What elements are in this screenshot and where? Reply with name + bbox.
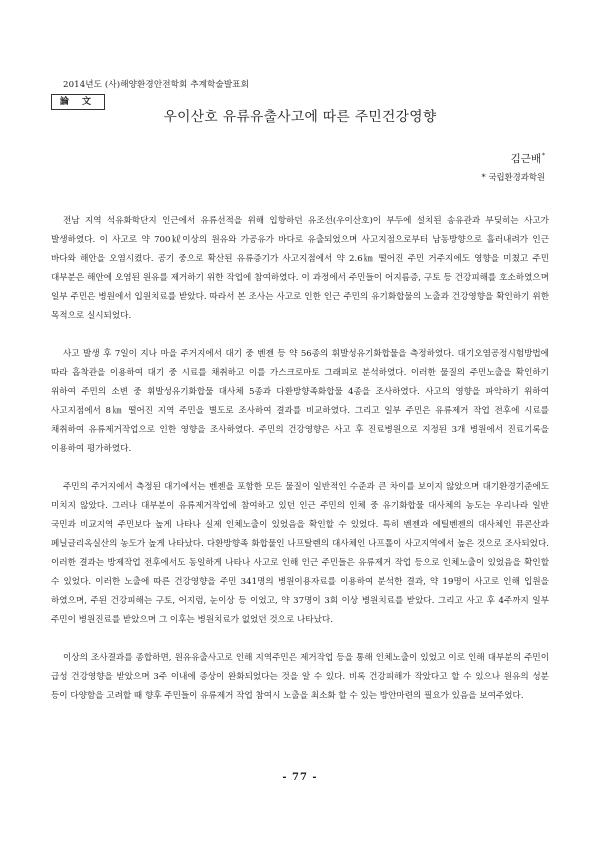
author-affiliation: * 국립환경과학원 bbox=[481, 172, 545, 182]
paragraph-1: 전남 지역 석유화학단지 인근에서 유류선적을 위해 입항하던 유조선(우이산호)이 부두에 설치된 송유관과 부딪히는 사고가 발생하였다. 이 사고로 약 700㎘이상의 원유와 가공유가 바다로 유출되었으며 사고지점으로부터 남동방향으로 흘러내려가 인근 바다와 해안을 오염시켰다. 공기 중으로 확산된 유류증기가 사고지점에서 약 2.6㎞ 떨어진 주민 거주지에도 영향을 미쳤고 주민 대부분은 해안에 오염된 원유를 제거하기 위한 작업에 참여하였다. 이 과정에서 주민들이 어지름증, 구토 등 건강피해를 호소하였으며 일부 주민은 병원에서 입원치료를 받았다. 따라서 본 조사는 사고로 인한 인근 주민의 유기화합물의 노출과 건강영향을 확인하기 위한 목적으로 실시되었다. bbox=[51, 216, 549, 321]
author-line bbox=[511, 151, 545, 166]
page-number: - 77 - bbox=[282, 772, 318, 783]
article-type-tag: 論 文 bbox=[51, 94, 105, 110]
paragraph-3: 주민의 주거지에서 측정된 대기에서는 벤젠을 포함한 모든 물질이 일반적인 수준과 큰 차이를 보이지 않았으며 대기환경기준에도 미치지 않았다. 그러나 대부분이 유류제거작업에 참여하고 있던 인근 주민의 인체 중 유기화합물 대사체의 농도는 우리나라 일반 국민과 비교지역 주민보다 높게 나타나 실제 인체노출이 있었음을 확인할 수 있었다. 특히 벤젠과 에틸벤젠의 대사체인 뮤콘산과 페닐글리옥실산의 농도가 높게 나타났다. 다환방향족 화합물인 나프탈렌의 대사체인 나프톨이 사고지역에서 높은 것으로 조사되었다. 이러한 결과는 방제작업 전후에서도 동일하게 나타나 사고로 인해 인근 주민들은 유류제거 작업 등으로 인체노출이 있었음을 확인할 수 있었다. 이러한 노출에 따른 건강영향을 주민 341명의 병원이용자료를 이용하여 분석한 결과, 약 19명이 사고로 인해 입원을 하였으며, 주된 건강피해는 구토, 어지럼, 눈이상 등 이었고, 약 37명이 3회 이상 병원치료를 받았다. 그리고 사고 후 4주까지 일부 주민이 병원진료를 받았으며 그 이후는 병원치료가 없었던 것으로 나타났다. bbox=[51, 482, 549, 625]
paragraph-2: 사고 발생 후 7일이 지나 마을 주거지에서 대기 중 벤젠 등 약 56종의 휘발성유기화합물을 측정하였다. 대기오염공정시험방법에 따라 흡착관을 이용하여 대기 중 시료를 채취하고 이를 가스크로마토 그래피로 분석하였다. 이러한 물질의 주민노출을 확인하기 위하여 주민의 소변 중 휘발성유기화합물 대사체 5종과 다환방향족화합물 4종을 조사하였다. 사고의 영향을 파악하기 위하여 사고지점에서 8㎞ 떨어진 지역 주민을 별도로 조사하여 결과를 비교하였다. 그리고 일부 주민은 유류제거 작업 전후에 시료를 채취하여 유류제거작업으로 인한 영향을 조사하였다. 주민의 건강영향은 사고 후 진료병원으로 지정된 3개 병원에서 진료기록을 이용하여 평가하였다. bbox=[51, 349, 549, 454]
author-affiliation-mark: * bbox=[542, 152, 545, 159]
author-name: 김근배 bbox=[510, 153, 541, 165]
paragraph-4: 이상의 조사결과를 종합하면, 원유유출사고로 인해 지역주민은 제거작업 등을 통해 인체노출이 있었고 이로 인해 대부분의 주민이 급성 건강영향을 받았으며 3주 이내에 증상이 완화되었다는 것을 알 수 있다. 비록 건강피해가 작았다고 할 수 있으나 원유의 성분 등이 다양함을 고려할 때 향후 주민들이 유류제거 작업 참여시 노출을 최소화 할 수 있는 방안마련의 필요가 있음을 보여주었다. bbox=[51, 653, 549, 701]
abstract-body bbox=[51, 212, 549, 725]
conference-header: 2014년도 (사)해양환경안전학회 추계학술발표회 bbox=[63, 80, 250, 90]
paper-title: 우이산호 유류유출사고에 따른 주민건강영향 bbox=[163, 109, 437, 125]
